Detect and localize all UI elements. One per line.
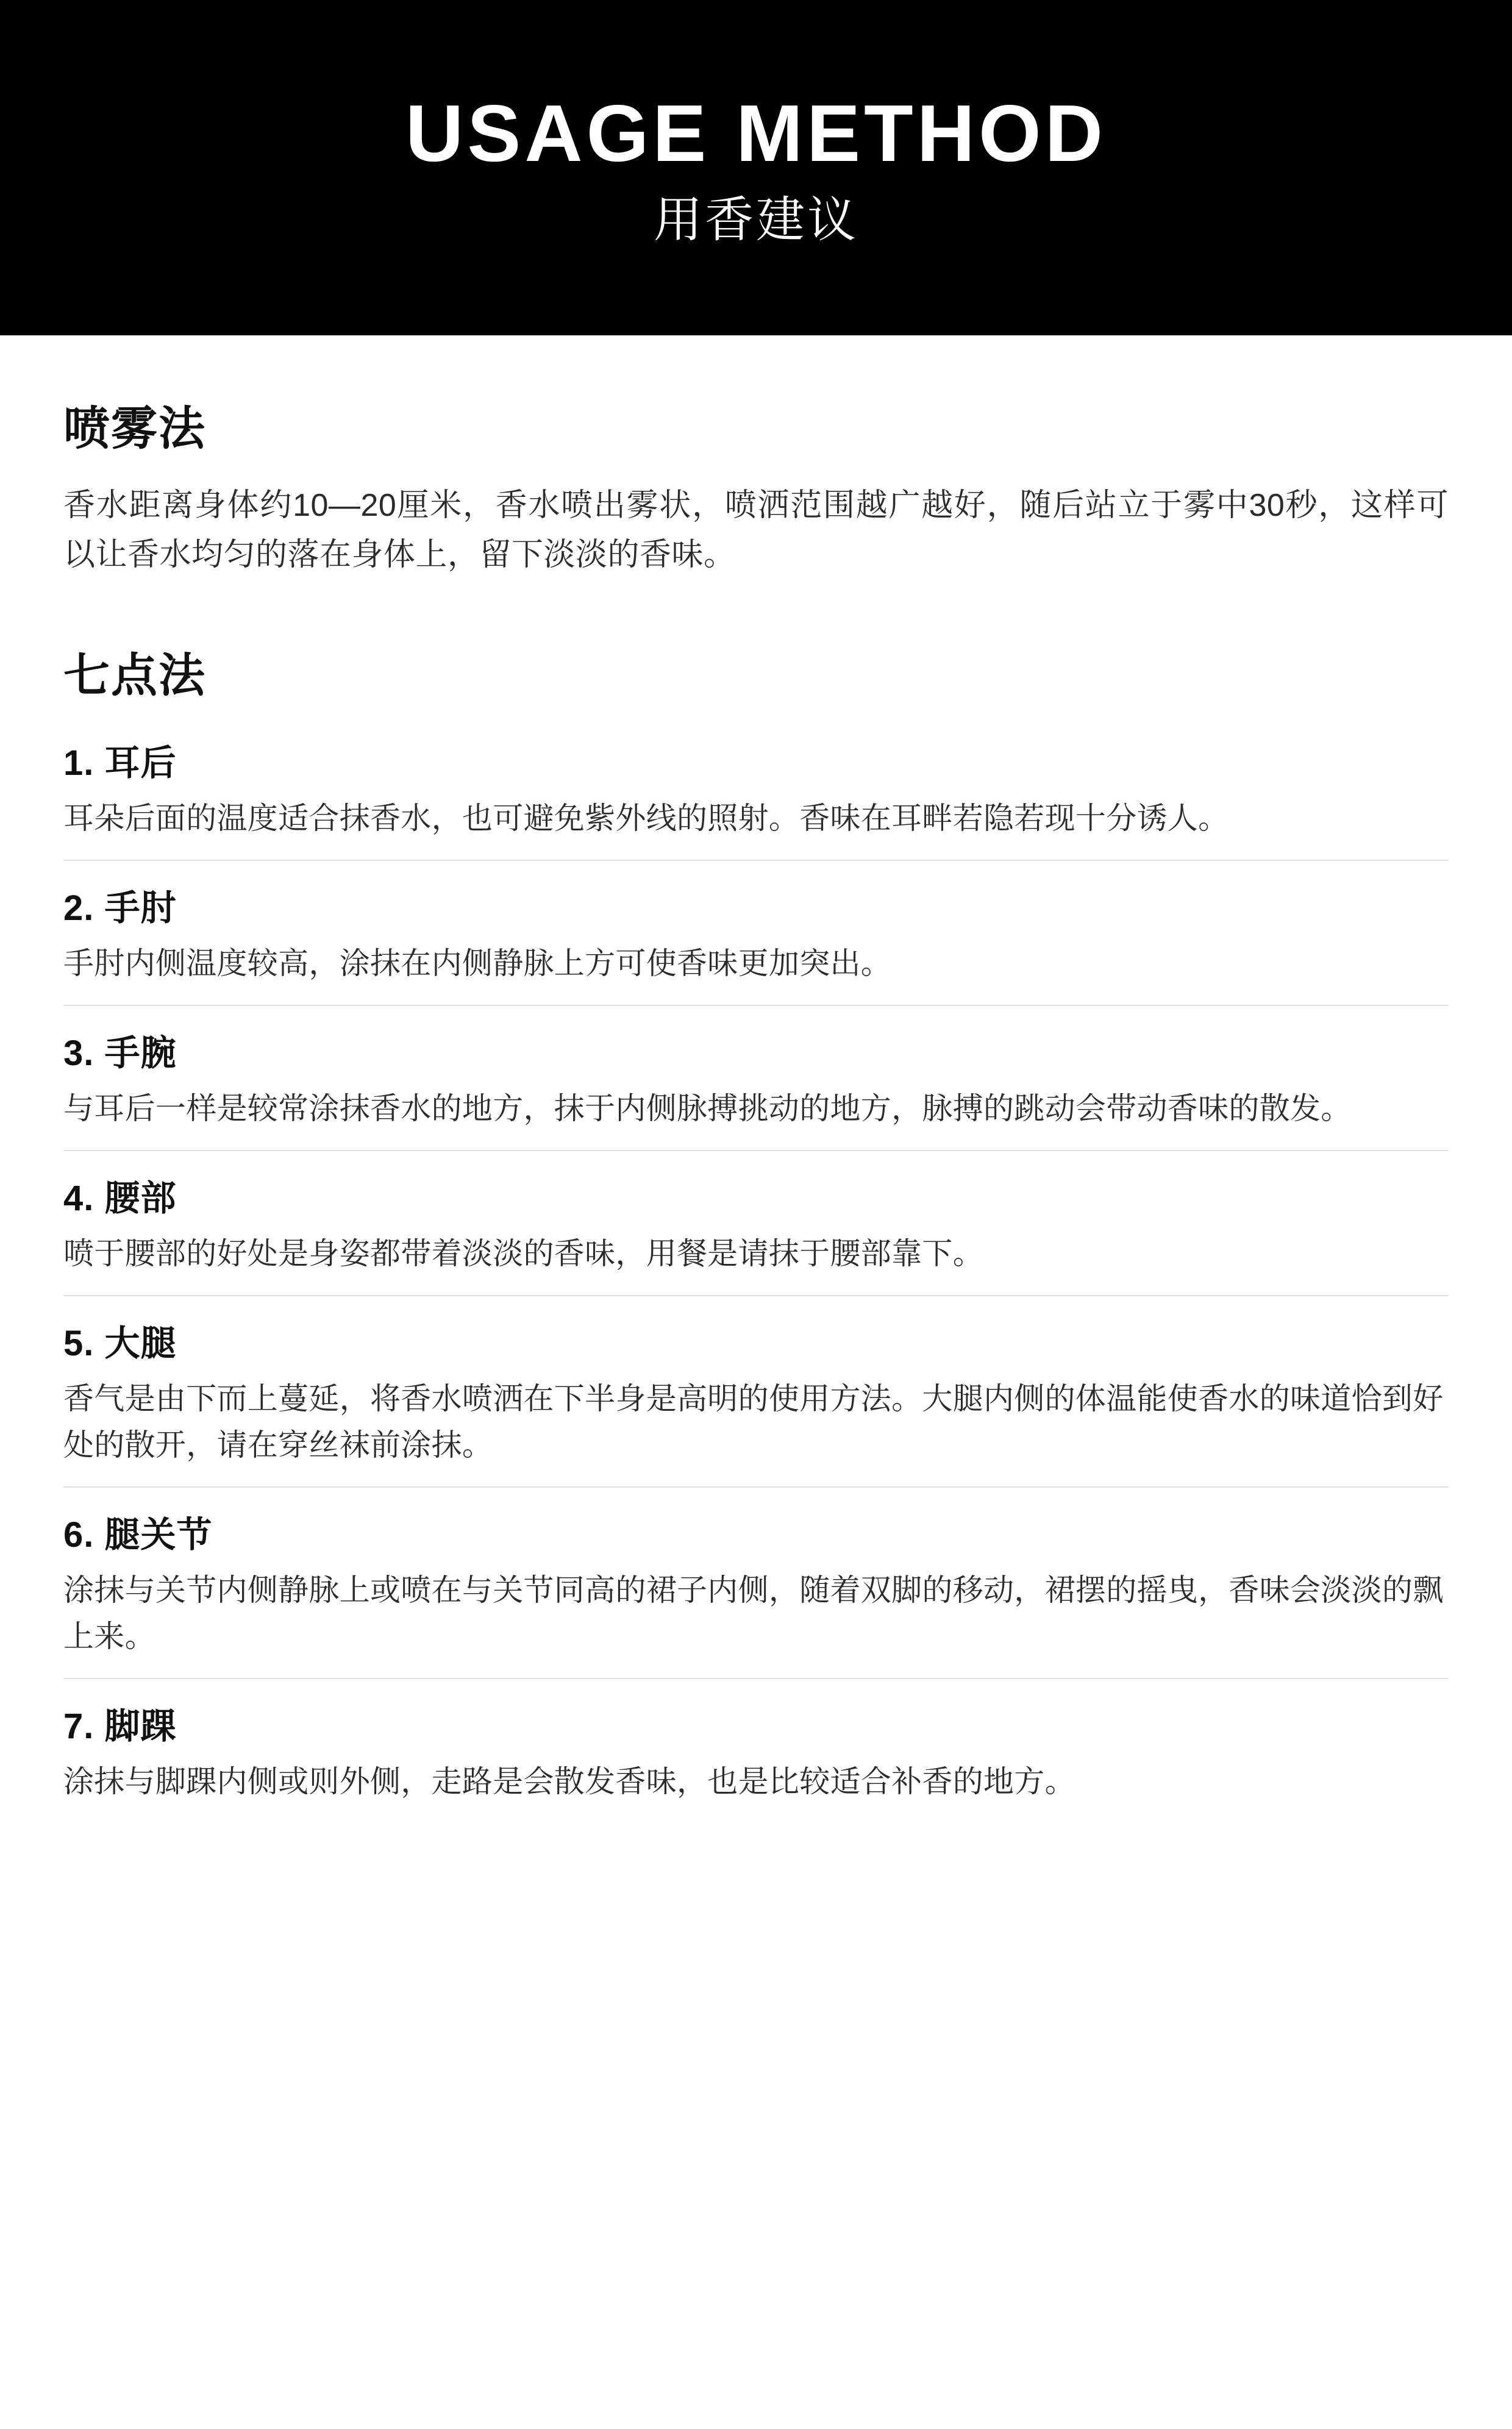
point-description: 涂抹与脚踝内侧或则外侧，走路是会散发香味，也是比较适合补香的地方。: [63, 1764, 1075, 1799]
point-title: 5. 大腿: [63, 1323, 177, 1363]
point-title: 7. 脚踝: [63, 1706, 177, 1746]
list-item: [63, 1679, 1449, 1823]
point-description: 喷于腰部的好处是身姿都带着淡淡的香味，用餐是请抹于腰部靠下。: [63, 1236, 983, 1271]
point-description: 涂抹与关节内侧静脉上或喷在与关节同高的裙子内侧，随着双脚的移动，裙摆的摇曳，香味会淡淡的飘上来。: [63, 1572, 1444, 1653]
article-content: [0, 335, 1512, 1860]
seven-points-list: [63, 728, 1449, 1823]
list-item: [63, 1006, 1449, 1151]
point-description: 香气是由下而上蔓延，将香水喷洒在下半身是高明的使用方法。大腿内侧的体温能使香水的味道恰到好处的散开，请在穿丝袜前涂抹。: [63, 1381, 1444, 1462]
section-heading-spray-method: 喷雾法: [63, 402, 206, 455]
point-description: 耳朵后面的温度适合抹香水，也可避免紫外线的照射。香味在耳畔若隐若现十分诱人。: [63, 801, 1229, 835]
point-title: 4. 腰部: [63, 1178, 177, 1218]
list-item: [63, 1151, 1449, 1296]
point-description: 与耳后一样是较常涂抹香水的地方，抹于内侧脉搏挑动的地方，脉搏的跳动会带动香味的散发。: [63, 1091, 1352, 1125]
banner-title-chinese: 用香建议: [654, 192, 858, 247]
point-title: 2. 手肘: [63, 888, 177, 928]
point-title: 1. 耳后: [63, 743, 177, 783]
section-paragraph-spray-method: 香水距离身体约10—20厘米，香水喷出雾状，喷洒范围越广越好，随后站立于雾中30秒，这样可以让香水均匀的落在身体上，留下淡淡的香味。: [63, 487, 1449, 572]
header-banner: [0, 0, 1512, 335]
point-title: 3. 手腕: [63, 1033, 177, 1073]
list-item: [63, 1488, 1449, 1679]
list-item: [63, 728, 1449, 861]
point-title: 6. 腿关节: [63, 1514, 213, 1555]
banner-title-english: USAGE METHOD: [405, 88, 1107, 178]
list-item: [63, 861, 1449, 1006]
list-item: [63, 1296, 1449, 1488]
point-description: 手肘内侧温度较高，涂抹在内侧静脉上方可使香味更加突出。: [63, 946, 892, 980]
section-heading-seven-points: 七点法: [63, 649, 206, 702]
